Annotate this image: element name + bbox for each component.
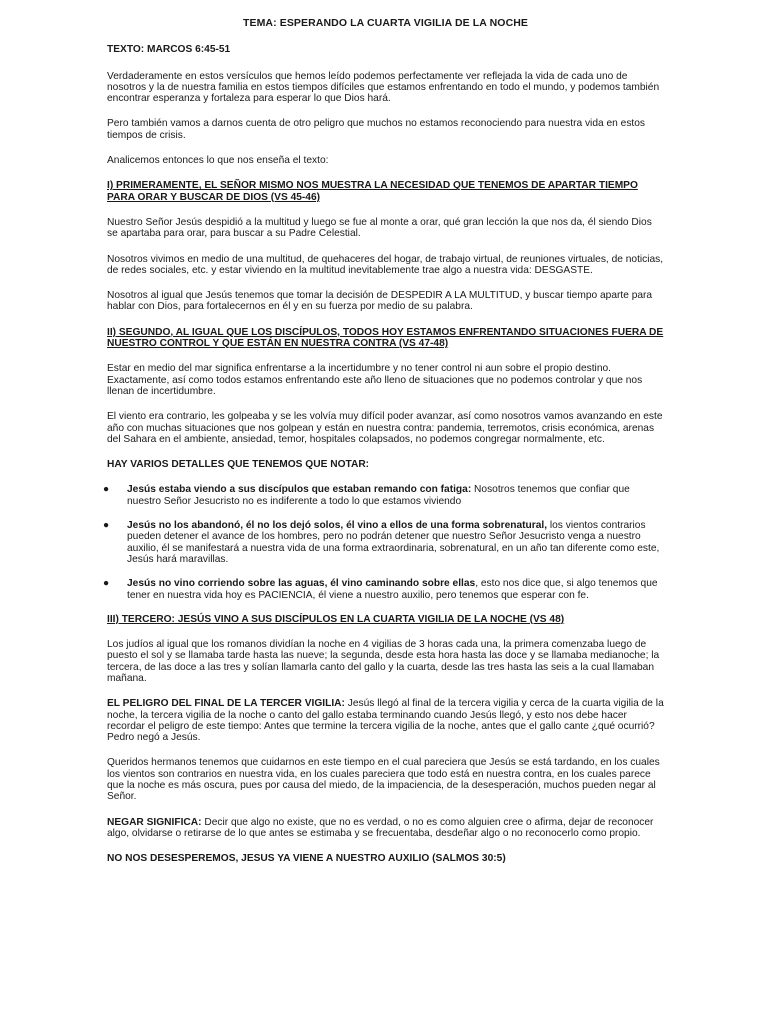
- details-list: [103, 484, 664, 601]
- section-heading-3: III) TERCERO: JESÚS VINO A SUS DISCÍPULOS EN LA CUARTA VIGILIA DE LA NOCHE (VS 48): [107, 613, 565, 625]
- list-item-text: Nosotros tenemos que confiar que nuestro Señor Jesucristo no es indiferente a todo lo que estamos viviendo: [127, 484, 630, 507]
- section-heading-2: II) SEGUNDO, AL IGUAL QUE LOS DISCÍPULOS, TODOS HOY ESTAMOS ENFRENTANDO SITUACIONES FUERA DE NUESTRO CONTROL Y QUE ESTÁN EN NUESTRA CONTRA (VS 47-48): [107, 326, 664, 350]
- paragraph-watches: Los judíos al igual que los romanos dividían la noche en 4 vigilias de 3 horas cada una, la primera comenzaba luego de puesto el sol y se llamaba tarde hasta las nueve; la segunda, desde esta hora hasta las doce y se llamaba medianoche; la tercera, de las doce a las tres y solían llamarla canto del gallo y la cuarta, desde las tres hasta las seis a la cual llamaban mañana.: [107, 639, 660, 684]
- paragraph-body: Jesús llegó al final de la tercera vigilia y cerca de la cuarta vigilia de la noche, la tercera vigilia de la noche o canto del gallo estaba terminando cuando Jesús llegó, y esto nos debe hacer recordar el peligro de este tiempo: Antes que termine la tercera vigilia de la noche, antes que el gallo cante ¿qué ocurrió? Pedro negó a Jesús.: [107, 698, 664, 744]
- list-item: [103, 484, 664, 507]
- paragraph-third-watch: [107, 698, 664, 743]
- paragraph-lead: NEGAR SIGNIFICA:: [107, 816, 202, 828]
- list-item-text: , esto nos dice que, si algo tenemos que tener en nuestra vida hoy es PACIENCIA, él viene a nuestro auxilio, pero tenemos que esperar con fe.: [127, 578, 658, 601]
- list-item: [103, 520, 664, 565]
- list-item: [103, 578, 664, 601]
- paragraph-multitude: Nosotros vivimos en medio de una multitud, de quehaceres del hogar, de trabajo virtual, de reuniones virtuales, de noticias, de redes sociales, etc. y estar viviendo en la multitud inevitablemente trae algo a nuestra vida: DESGASTE.: [107, 253, 664, 276]
- details-heading: HAY VARIOS DETALLES QUE TENEMOS QUE NOTAR:: [107, 459, 370, 471]
- closing-statement: NO NOS DESESPEREMOS, JESUS YA VIENE A NUESTRO AUXILIO (SALMOS 30:5): [107, 853, 506, 865]
- paragraph-sea: Estar en medio del mar significa enfrentarse a la incertidumbre y no tener control ni aun sobre el propio destino. Exactamente, así como todos estamos enfrentando este año lleno de situaciones que no podemos controlar y que nos llenan de incertidumbre.: [107, 363, 643, 397]
- bullet-icon: ●: [103, 484, 110, 496]
- paragraph-wind: El viento era contrario, les golpeaba y se les volvía muy difícil poder avanzar, así como nosotros vamos avanzando en este año con muchas situaciones que nos golpean y están en nuestra contra: pandemia, terremotos, crisis económica, arenas del Sahara en el ambiente, ansiedad, temor, hospitales colapsados, no podemos congregar normalmente, etc.: [107, 411, 663, 445]
- document-title: TEMA: ESPERANDO LA CUARTA VIGILIA DE LA NOCHE: [242, 17, 529, 29]
- list-item-text: los vientos contrarios pueden detener el avance de los hombres, pero no podrán detener que nuestro Señor Jesucristo venga a nuestro auxilio, él se manifestará a nuestra vida de una forma extraordinaria, sobrenatural, en un año tan diferente como este, Jesús hará maravillas.: [127, 520, 660, 565]
- paragraph-analyze: Analicemos entonces lo que nos enseña el texto:: [107, 155, 329, 167]
- bullet-icon: ●: [103, 578, 110, 590]
- section-heading-1: I) PRIMERAMENTE, EL SEÑOR MISMO NOS MUESTRA LA NECESIDAD QUE TENEMOS DE APARTAR TIEMPO PARA ORAR Y BUSCAR DE DIOS (VS 45-46): [107, 180, 638, 203]
- list-item-lead: Jesús no vino corriendo sobre las aguas, él vino caminando sobre ellas: [127, 578, 476, 590]
- paragraph-jesus-prayed: Nuestro Señor Jesús despidió a la multitud y luego se fue al monte a orar, qué gran lección la que nos da, él siendo Dios se apartaba para orar, para buscar a su Padre Celestial.: [107, 216, 652, 240]
- scripture-reference: TEXTO: MARCOS 6:45-51: [107, 44, 231, 56]
- paragraph-danger: Pero también vamos a darnos cuenta de otro peligro que muchos no estamos reconociendo para nuestra vida en estos tiempos de crisis.: [107, 118, 645, 141]
- paragraph-dismiss: Nosotros al igual que Jesús tenemos que tomar la decisión de DESPEDIR A LA MULTITUD, y buscar tiempo aparte para hablar con Dios, para fortalecernos en él y en su fuerza por medio de su palabra.: [107, 290, 653, 313]
- paragraph-lead: EL PELIGRO DEL FINAL DE LA TERCER VIGILIA:: [107, 698, 345, 710]
- paragraph-body: Decir que algo no existe, que no es verdad, o no es como alguien cree o afirma, dejar de reconocer algo, olvidarse o retirarse de lo que antes se estimaba y se frecuentaba, desdeñar algo o no reconocerlo como propio.: [107, 816, 654, 839]
- paragraph-brothers: Queridos hermanos tenemos que cuidarnos en este tiempo en el cual pareciera que Jesús se está tardando, en los cuales los vientos son contrarios en nuestra vida, en los cuales pareciera que todo está en nuestra contra, en los cuales parece que la noche es más oscura, pues por causa del miedo, de la impaciencia, de la desesperación, muchos pueden negar al Señor.: [107, 757, 660, 803]
- list-item-lead: Jesús no los abandonó, él no los dejó solos, él vino a ellos de una forma sobrenatural,: [127, 520, 548, 532]
- paragraph-deny: [107, 817, 664, 840]
- bullet-icon: ●: [103, 520, 110, 532]
- paragraph-intro: Verdaderamente en estos versículos que hemos leído podemos perfectamente ver reflejada la vida de cada uno de nosotros y la de nuestra familia en estos tiempos difíciles que estamos enfrentando en todo el mundo, y podemos también encontrar esperanza y fortaleza para esperar lo que Dios hará.: [107, 70, 660, 105]
- list-item-lead: Jesús estaba viendo a sus discípulos que estaban remando con fatiga:: [127, 484, 472, 496]
